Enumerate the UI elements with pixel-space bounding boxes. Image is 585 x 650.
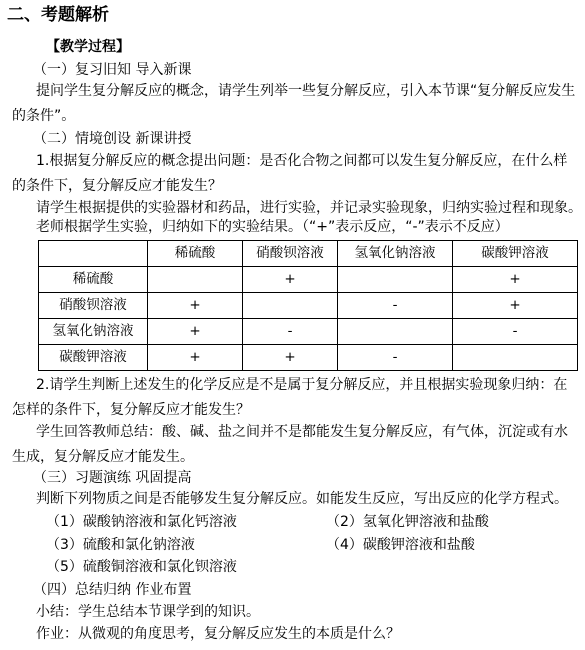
table-header-cell: 氢氧化钠溶液 [338, 241, 453, 267]
part2-question1: 1.根据复分解反应的概念提出问题：是否化合物之间都可以发生复分解反应，在什么样的条件下，复分解反应才能发生？ [12, 153, 568, 194]
part2-text1: 请学生根据提供的实验器材和药品，进行实验，并记录实验现象，归纳实验过程和现象。 [36, 200, 582, 216]
part4-homework: 作业：从微观的角度思考，复分解反应发生的本质是什么？ [36, 626, 400, 642]
table-cell: + [148, 293, 243, 319]
table-cell: + [243, 345, 338, 371]
exercise-item: （5）硫酸铜溶液和氯化钡溶液 [46, 559, 237, 575]
table-cell: + [453, 267, 578, 293]
table-row [39, 267, 578, 293]
table-row [39, 293, 578, 319]
table-row-label: 氢氧化钠溶液 [39, 319, 148, 345]
part1-text: 提问学生复分解反应的概念，请学生列举一些复分解反应，引入本节课“复分解反应发生的条件”。 [12, 83, 576, 124]
part3-intro: 判断下列物质之间是否能够发生复分解反应。如能发生反应，写出反应的化学方程式。 [36, 491, 568, 507]
table-cell: - [338, 345, 453, 371]
table-cell: + [243, 267, 338, 293]
table-header-cell: 稀硫酸 [148, 241, 243, 267]
table-row [39, 319, 578, 345]
table-row-label: 硝酸钡溶液 [39, 293, 148, 319]
exercise-item: （3）硫酸和氯化钠溶液 [46, 537, 195, 553]
table-header-row [39, 241, 578, 267]
table-row-label: 稀硫酸 [39, 267, 148, 293]
table-cell [338, 267, 453, 293]
table-row-label: 碳酸钾溶液 [39, 345, 148, 371]
part2-text2: 老师根据学生实验，归纳如下的实验结果。（“+”表示反应，“-”表示不反应） [36, 219, 509, 235]
part4-summary: 小结：学生总结本节课学到的知识。 [36, 604, 260, 620]
table-header-cell: 硝酸钡溶液 [243, 241, 338, 267]
table-cell [453, 345, 578, 371]
table-cell [338, 319, 453, 345]
part2-heading: （二）情境创设 新课讲授 [33, 131, 192, 147]
table-cell: - [338, 293, 453, 319]
exercise-item: （1）碳酸钠溶液和氯化钙溶液 [46, 514, 237, 530]
table-header-cell [39, 241, 148, 267]
part2-answer: 学生回答教师总结：酸、碱、盐之间并不是都能发生复分解反应，有气体，沉淀或有水生成，复分解反应才能发生。 [12, 424, 568, 465]
section-title: 二、考题解析 [7, 5, 109, 25]
experiment-results-table [38, 240, 578, 371]
table-cell [243, 293, 338, 319]
table-cell [148, 267, 243, 293]
table-cell: + [453, 293, 578, 319]
part2-question2: 2.请学生判断上述发生的化学反应是不是属于复分解反应，并且根据实验现象归纳：在怎样的条件下，复分解反应才能发生？ [12, 377, 568, 418]
exercise-item: （4）碳酸钾溶液和盐酸 [326, 537, 475, 553]
table-cell: + [148, 319, 243, 345]
exercise-item: （2）氢氧化钾溶液和盐酸 [326, 514, 489, 530]
table-cell: + [148, 345, 243, 371]
part3-heading: （三）习题演练 巩固提高 [33, 470, 192, 486]
process-title: 【教学过程】 [46, 39, 130, 55]
table-cell: - [453, 319, 578, 345]
part1-heading: （一）复习旧知 导入新课 [33, 62, 192, 78]
table-header-cell: 碳酸钾溶液 [453, 241, 578, 267]
table-cell: - [243, 319, 338, 345]
part4-heading: （四）总结归纳 作业布置 [33, 582, 192, 598]
table-row [39, 345, 578, 371]
